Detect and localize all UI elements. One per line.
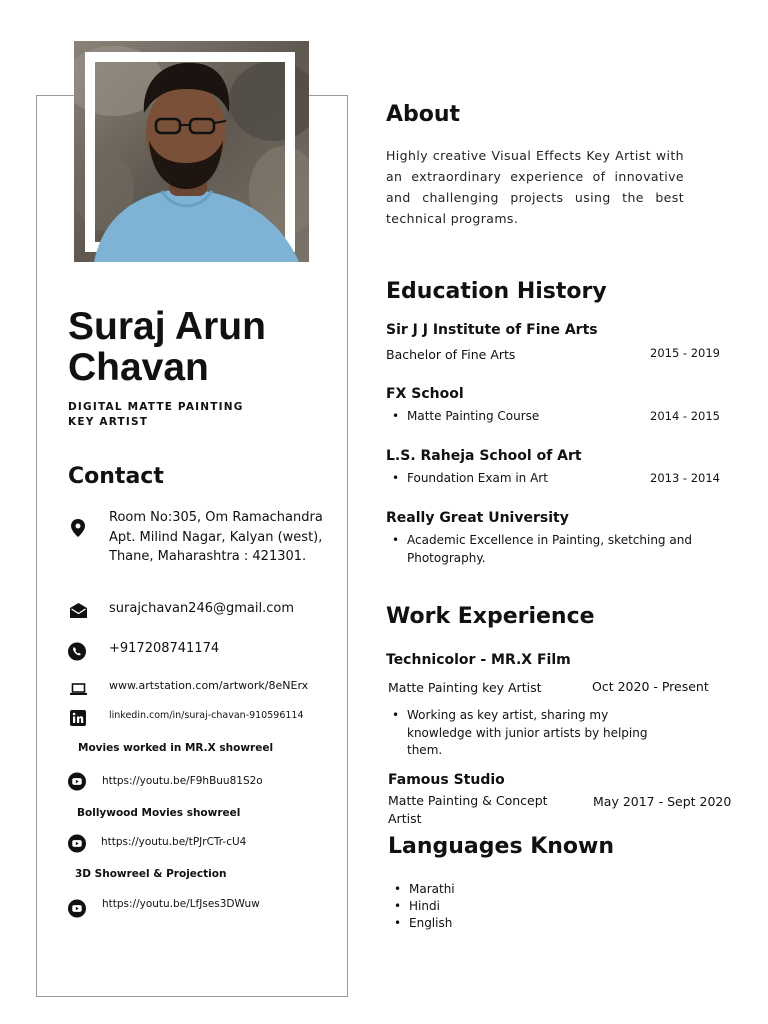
work-title: Matte Painting & Concept Artist bbox=[388, 793, 548, 826]
contact-heading: Contact bbox=[68, 464, 164, 489]
about-text: Highly creative Visual Effects Key Artist with an extraordinary experience of innovative and challenging projects using the best technical programs. bbox=[386, 148, 684, 226]
profile-photo bbox=[74, 41, 309, 262]
education-years: 2013 - 2014 bbox=[650, 471, 720, 485]
candidate-name: Suraj Arun Chavan bbox=[68, 305, 266, 389]
showreel-title: 3D Showreel & Projection bbox=[75, 868, 227, 880]
youtube-icon bbox=[68, 772, 86, 790]
envelope-icon bbox=[69, 601, 87, 619]
education-institution: Sir J J Institute of Fine Arts bbox=[386, 322, 598, 338]
education-years: 2014 - 2015 bbox=[650, 409, 720, 423]
about-heading: About bbox=[386, 102, 461, 127]
showreel-title: Bollywood Movies showreel bbox=[77, 807, 241, 819]
location-pin-icon bbox=[69, 519, 87, 537]
education-institution: Really Great University bbox=[386, 510, 569, 526]
work-title: Matte Painting key Artist bbox=[388, 680, 542, 695]
languages-heading: Languages Known bbox=[388, 834, 615, 859]
education-detail: Bachelor of Fine Arts bbox=[386, 347, 516, 362]
linkedin-icon bbox=[69, 709, 87, 727]
work-dates: Oct 2020 - Present bbox=[592, 679, 709, 694]
work-company: Famous Studio bbox=[388, 772, 505, 788]
candidate-role: DIGITAL MATTE PAINTING KEY ARTIST bbox=[68, 401, 244, 428]
education-institution: FX School bbox=[386, 386, 464, 402]
education-detail: • Matte Painting Course bbox=[386, 408, 539, 426]
work-heading: Work Experience bbox=[386, 604, 595, 629]
linkedin-link[interactable]: linkedin.com/in/suraj-chavan-910596114 bbox=[109, 710, 304, 721]
email-link[interactable]: surajchavan246@gmail.com bbox=[109, 601, 295, 616]
showreel-link[interactable]: https://youtu.be/F9hBuu81S2o bbox=[102, 775, 263, 787]
education-institution: L.S. Raheja School of Art bbox=[386, 448, 582, 464]
education-heading: Education History bbox=[386, 279, 607, 304]
youtube-icon bbox=[68, 899, 86, 917]
work-dates: May 2017 - Sept 2020 bbox=[593, 794, 732, 809]
education-years: 2015 - 2019 bbox=[650, 346, 720, 360]
work-description: • Working as key artist, sharing my knowledge with junior artists by helping them. bbox=[386, 707, 656, 760]
education-detail: • Foundation Exam in Art bbox=[386, 470, 548, 488]
work-company: Technicolor - MR.X Film bbox=[386, 652, 571, 668]
showreel-link[interactable]: https://youtu.be/LfJses3DWuw bbox=[102, 898, 260, 910]
artstation-link[interactable]: www.artstation.com/artwork/8eNErx bbox=[109, 679, 309, 692]
showreel-link[interactable]: https://youtu.be/tPJrCTr-cU4 bbox=[101, 836, 247, 848]
address: Room No:305, Om Ramachandra Apt. Milind Nagar, Kalyan (west), Thane, Maharashtra : 421301. bbox=[109, 510, 323, 564]
youtube-icon bbox=[68, 834, 86, 852]
phone-number[interactable]: +917208741174 bbox=[109, 641, 220, 656]
showreel-title: Movies worked in MR.X showreel bbox=[78, 742, 274, 754]
phone-icon bbox=[68, 642, 86, 660]
language-item: • English bbox=[388, 915, 452, 933]
laptop-icon bbox=[69, 680, 87, 698]
language-item: • Marathi bbox=[388, 881, 455, 899]
education-detail: • Academic Excellence in Painting, sketching and Photography. bbox=[386, 532, 716, 567]
language-item: • Hindi bbox=[388, 898, 440, 916]
